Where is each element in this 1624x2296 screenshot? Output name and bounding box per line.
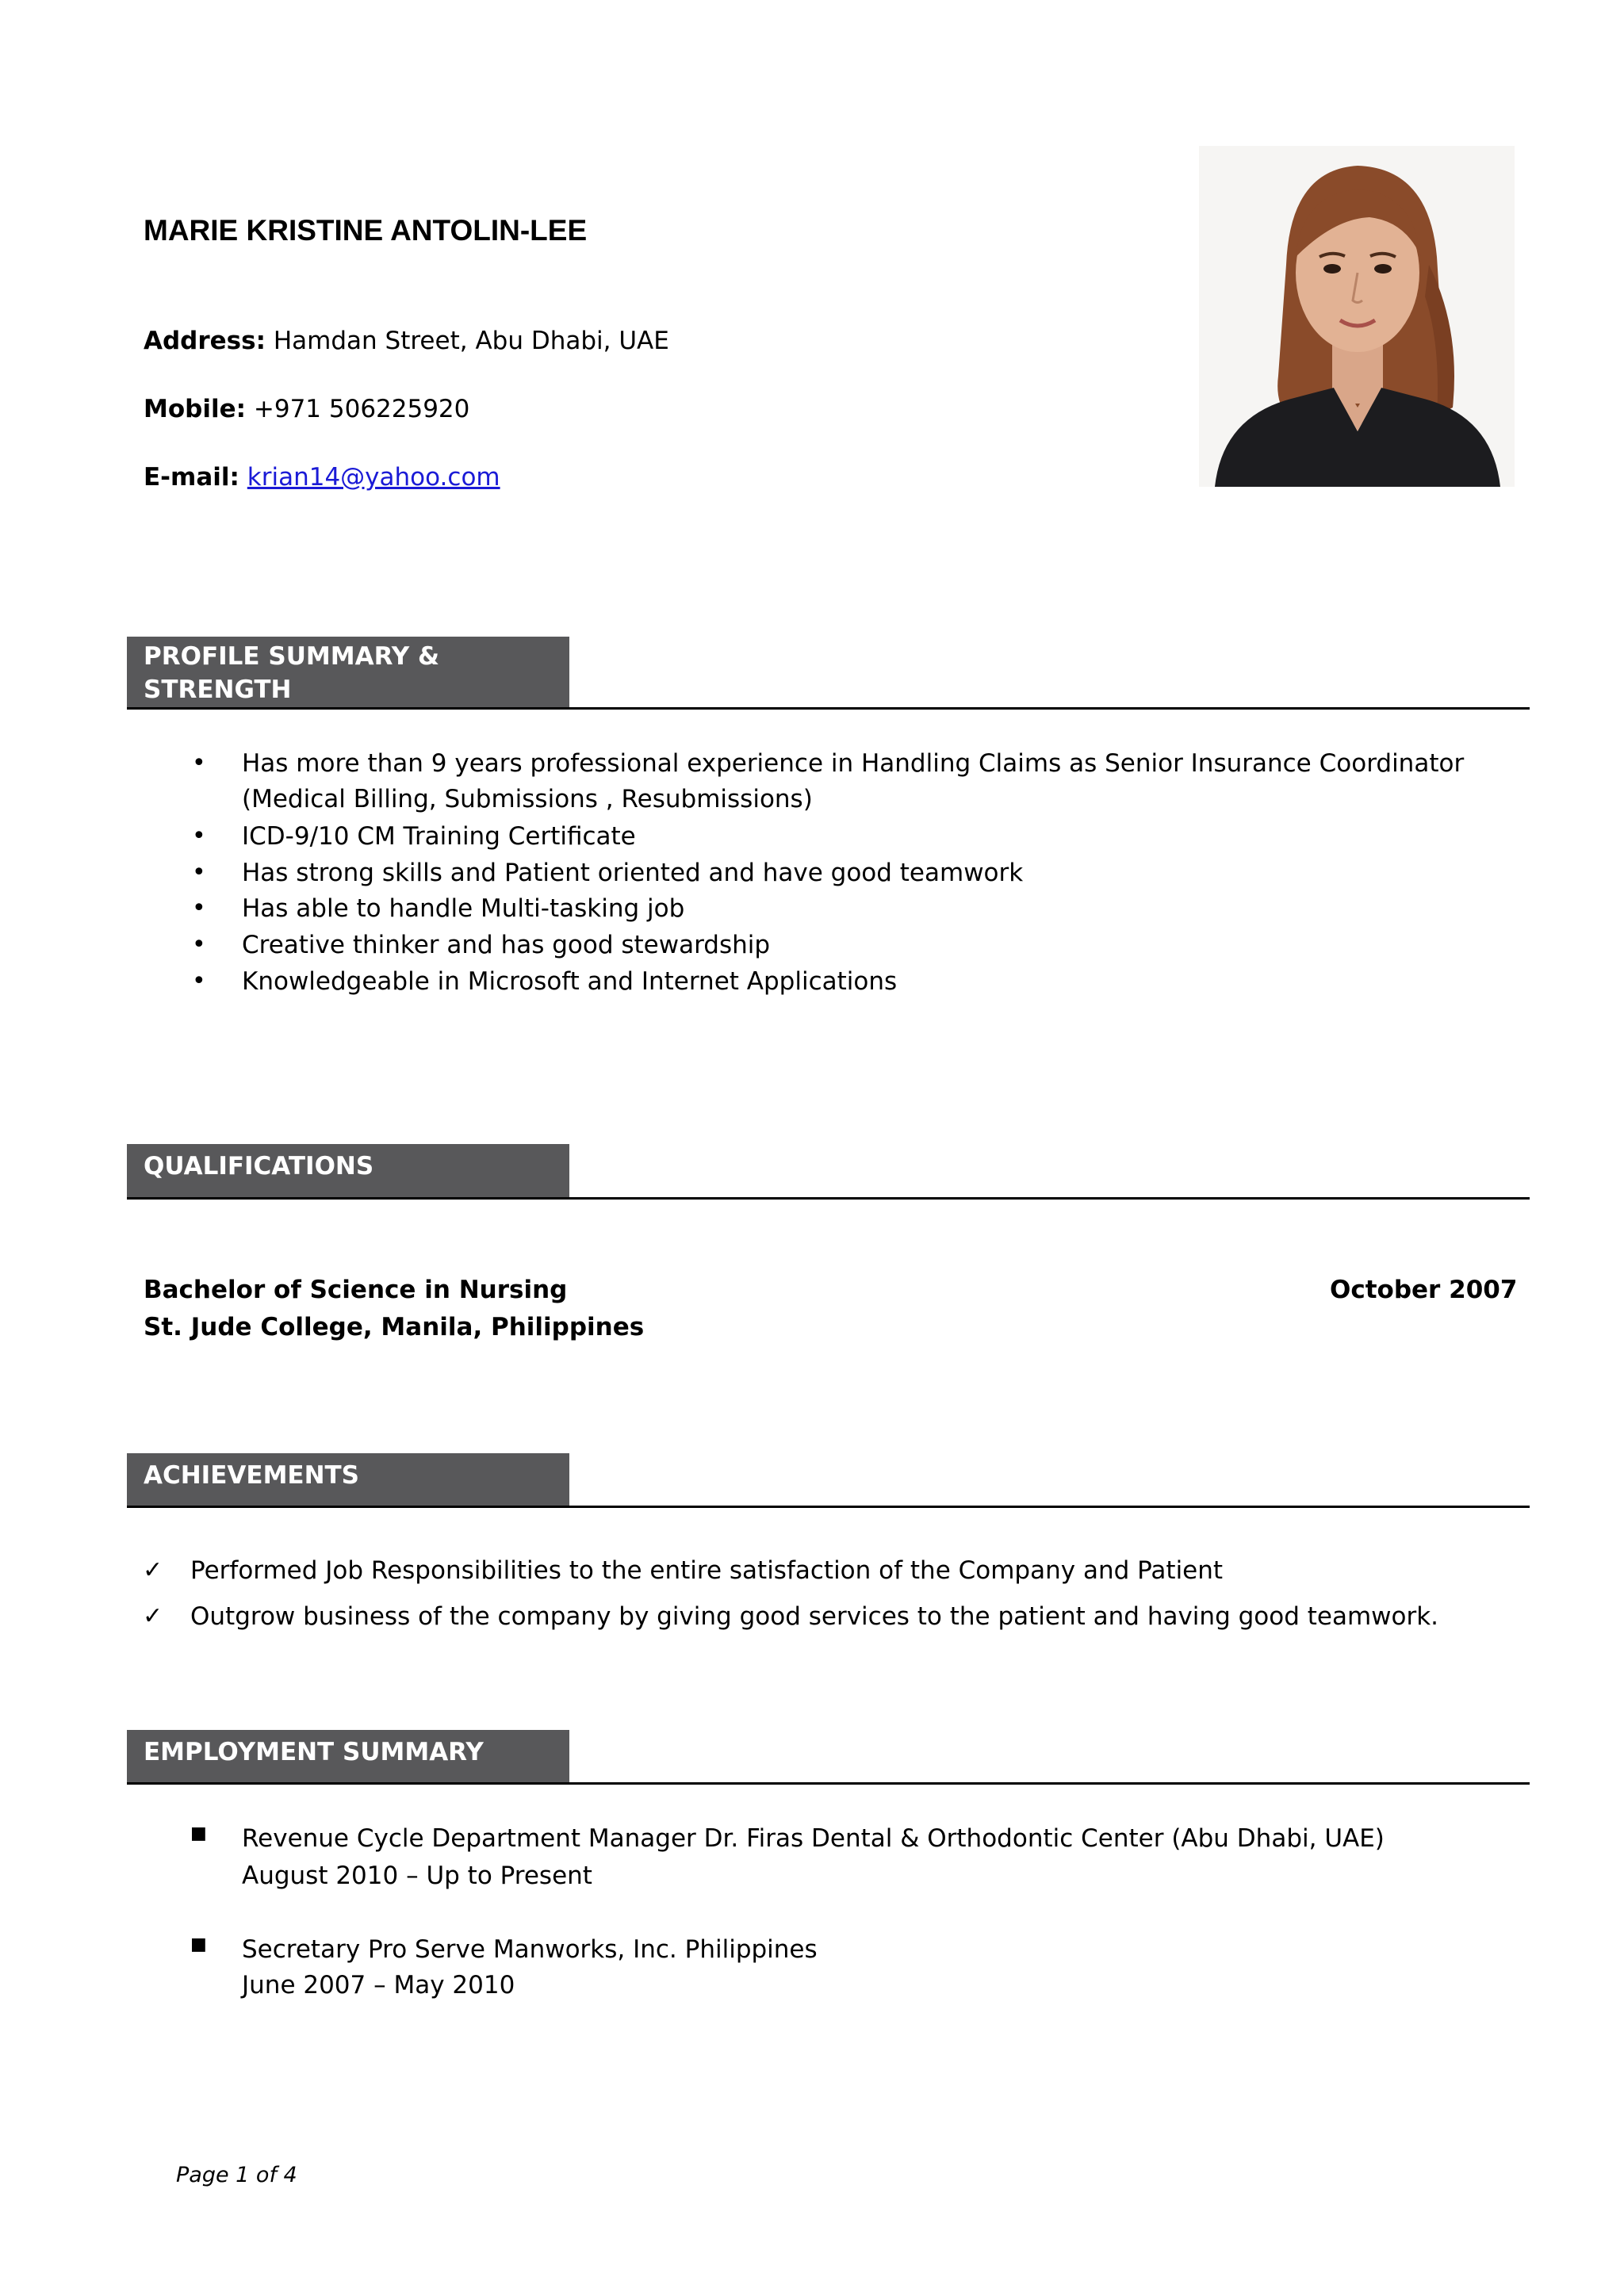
bullet-dot-icon: • — [192, 931, 206, 959]
achievements-divider — [127, 1506, 1530, 1508]
profile-divider — [127, 707, 1530, 710]
candidate-name: MARIE KRISTINE ANTOLIN-LEE — [144, 214, 588, 247]
profile-item: Has strong skills and Patient oriented and have good teamwork — [242, 859, 1024, 887]
degree-title: Bachelor of Science in Nursing — [144, 1276, 568, 1304]
qualifications-section-heading: QUALIFICATIONS — [127, 1144, 569, 1198]
mobile-value: +971 506225920 — [253, 395, 470, 423]
address-label: Address: — [144, 327, 266, 355]
achievement-item: Performed Job Responsibilities to the entire satisfaction of the Company and Patient — [190, 1556, 1224, 1585]
bullet-dot-icon: • — [192, 822, 206, 850]
employment-section-heading: EMPLOYMENT SUMMARY — [127, 1730, 569, 1784]
email-label: E-mail: — [144, 463, 239, 492]
profile-section-heading — [127, 637, 569, 708]
bullet-dot-icon: • — [192, 967, 206, 995]
profile-item: ICD-9/10 CM Training Certificate — [242, 822, 636, 851]
profile-item-continuation: (Medical Billing, Submissions , Resubmissions) — [242, 785, 813, 813]
profile-item: Has more than 9 years professional experience in Handling Claims as Senior Insurance Coordinator — [242, 749, 1465, 778]
profile-item: Has able to handle Multi-tasking job — [242, 894, 685, 923]
job-title: Secretary Pro Serve Manworks, Inc. Philippines — [242, 1935, 818, 1964]
school-name: St. Jude College, Manila, Philippines — [144, 1313, 645, 1341]
email-line — [144, 463, 500, 492]
achievement-item: Outgrow business of the company by giving good services to the patient and having good teamwork. — [190, 1602, 1439, 1631]
bullet-dot-icon: • — [192, 859, 206, 886]
mobile-label: Mobile: — [144, 395, 247, 423]
profile-heading-line1: PROFILE SUMMARY & — [144, 642, 440, 671]
address-value: Hamdan Street, Abu Dhabi, UAE — [273, 327, 669, 355]
profile-photo — [1199, 146, 1515, 487]
job-period: August 2010 – Up to Present — [242, 1862, 592, 1890]
bullet-dot-icon: • — [192, 749, 206, 777]
square-bullet-icon: ■ — [190, 1823, 207, 1843]
bullet-dot-icon: • — [192, 894, 206, 922]
email-link[interactable]: krian14@yahoo.com — [247, 463, 500, 492]
address-line — [144, 327, 669, 355]
profile-item: Knowledgeable in Microsoft and Internet Applications — [242, 967, 898, 996]
checkmark-icon: ✓ — [143, 1556, 163, 1584]
square-bullet-icon: ■ — [190, 1934, 207, 1954]
page-number: Page 1 of 4 — [176, 2163, 297, 2187]
job-title: Revenue Cycle Department Manager Dr. Firas Dental & Orthodontic Center (Abu Dhabi, UAE) — [242, 1824, 1385, 1853]
degree-date: October 2007 — [1330, 1276, 1518, 1304]
profile-heading-line2: STRENGTH — [144, 675, 292, 704]
mobile-line — [144, 395, 469, 423]
qualifications-divider — [127, 1197, 1530, 1200]
achievements-section-heading: ACHIEVEMENTS — [127, 1453, 569, 1507]
profile-item: Creative thinker and has good stewardship — [242, 931, 771, 959]
job-period: June 2007 – May 2010 — [242, 1971, 515, 1999]
employment-divider — [127, 1782, 1530, 1785]
checkmark-icon: ✓ — [143, 1602, 163, 1630]
